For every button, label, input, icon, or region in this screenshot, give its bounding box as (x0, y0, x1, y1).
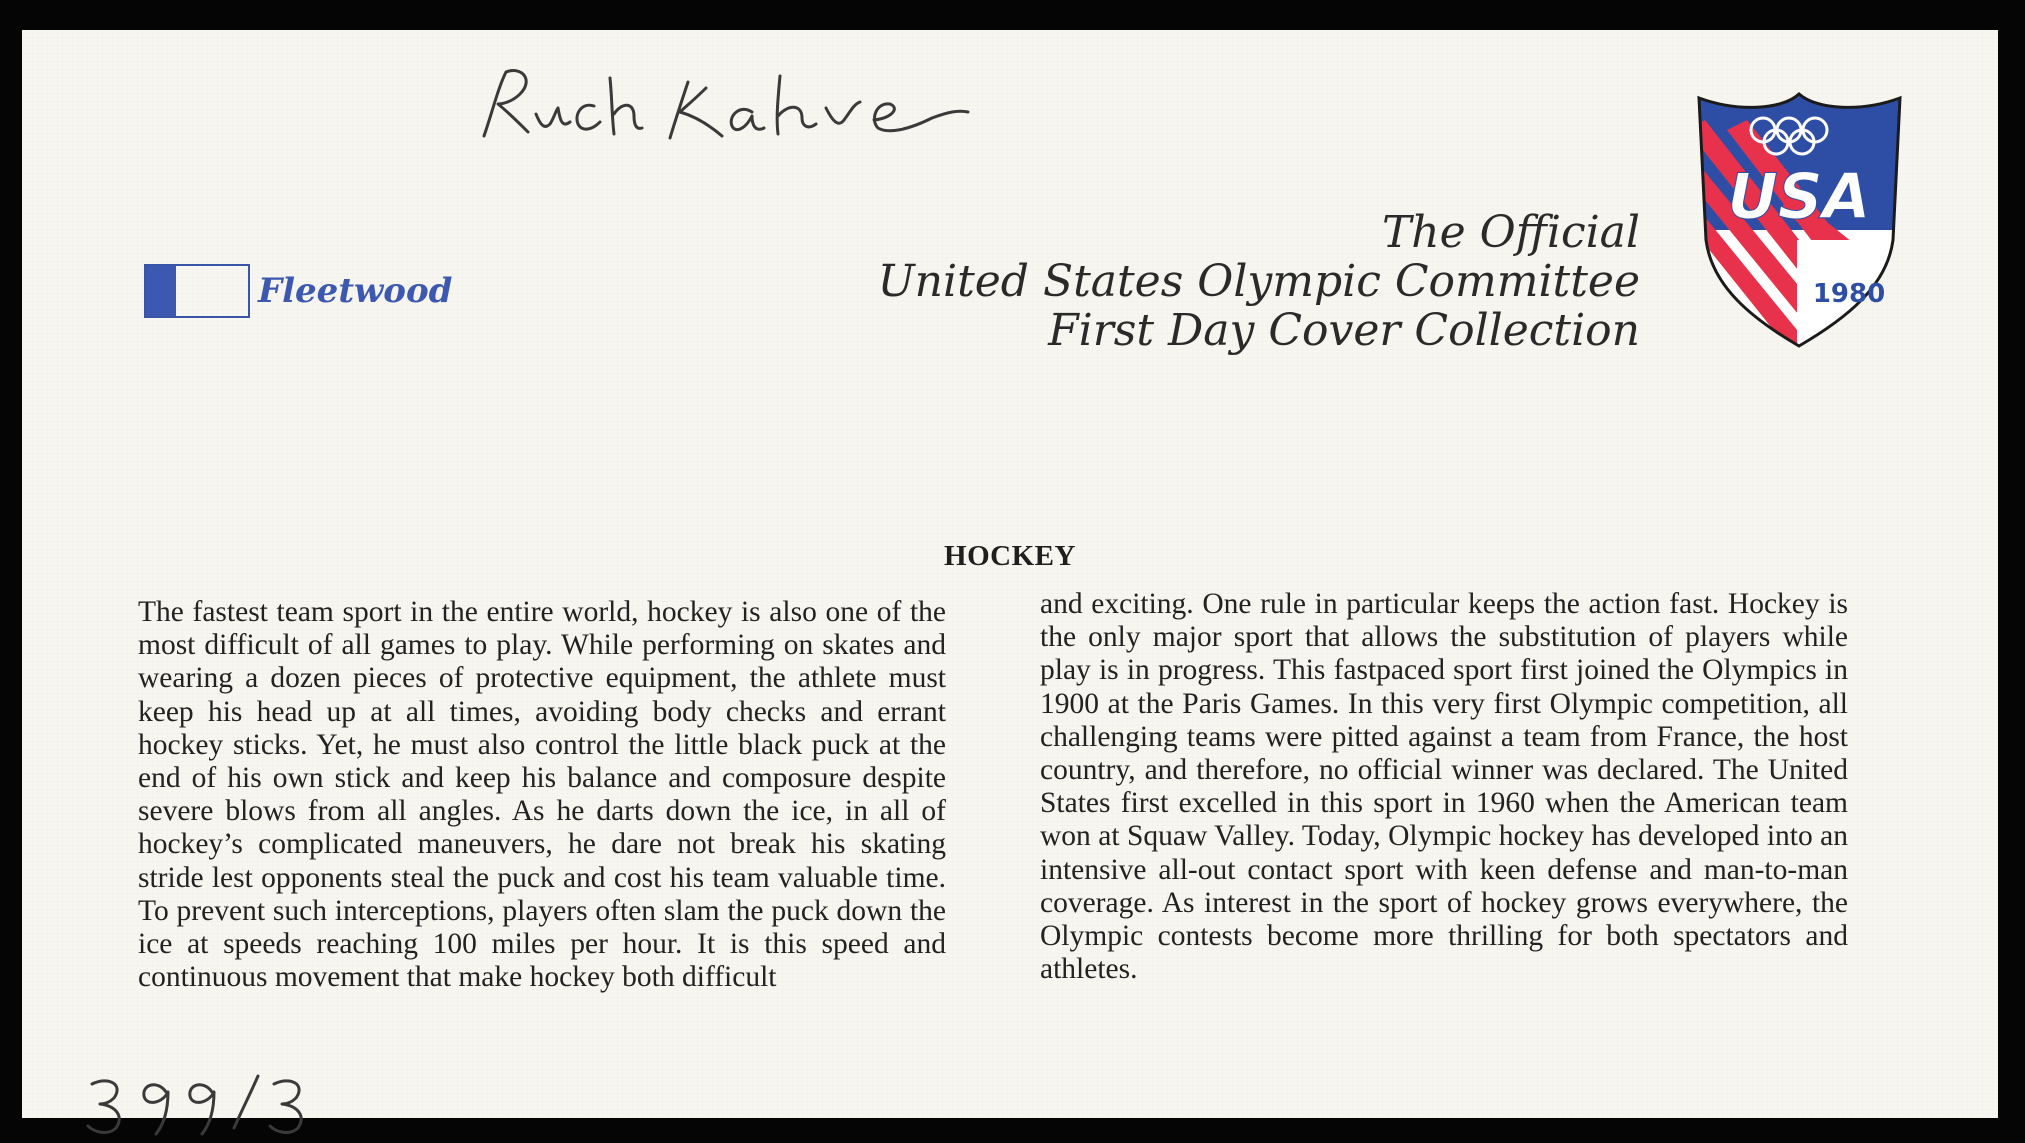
heading-line-2: United States Olympic Committee (877, 256, 1640, 307)
article-right-column: and exciting. One rule in particular keeps the action fast. Hockey is the only major sport that allows the substitution of players while play is in progress. This fastpaced sport first joined the Olympics in 1900 at the Paris Games. In this very first Olympic competition, all challenging teams were pitted against a team from France, the host country, and therefore, no official winner was declared. The United States first excelled in this sport in 1960 when the American team won at Squaw Valley. Today, Olympic hockey has developed into an intensive all-out contact sport with keen defense and man-to-man coverage. As interest in the sport of hockey grows everywhere, the Olympic contests become more thrilling for both spectators and athletes. (1040, 588, 1848, 986)
first-day-cover-card (22, 30, 1998, 1118)
emblem-year-text: 1980 (1812, 279, 1886, 309)
signature-drawing (462, 58, 982, 148)
fleetwood-logo (144, 262, 452, 320)
reference-number-drawing (84, 1070, 344, 1138)
handwritten-signature (462, 58, 982, 148)
brand-name: Fleetwood (258, 271, 453, 311)
fleetwood-logo-mark (144, 264, 250, 318)
emblem-usa-text: USA (1727, 160, 1871, 233)
usa-olympic-shield-emblem (1687, 90, 1912, 352)
cover-heading (878, 208, 1640, 355)
handwritten-reference-number (84, 1070, 344, 1138)
heading-line-1: The Official (1381, 207, 1640, 258)
heading-line-3: First Day Cover Collection (1048, 305, 1640, 356)
article-title: HOCKEY (944, 540, 1076, 572)
article-left-column: The fastest team sport in the entire world, hockey is also one of the most difficult of all games to play. While performing on skates and wearing a dozen pieces of protective equipment, the athlete must keep his head up at all times, avoiding body checks and errant hockey sticks. Yet, he must also control the little black puck at the end of his own stick and keep his balance and composure despite severe blows from all angles. As he darts down the ice, in all of hockey’s complicated maneuvers, he dare not break his skating stride lest opponents steal the puck and cost his team valuable time. To prevent such interceptions, players often slam the puck down the ice at speeds reaching 100 miles per hour. It is this speed and continuous movement that make hockey both difficult (138, 596, 946, 994)
